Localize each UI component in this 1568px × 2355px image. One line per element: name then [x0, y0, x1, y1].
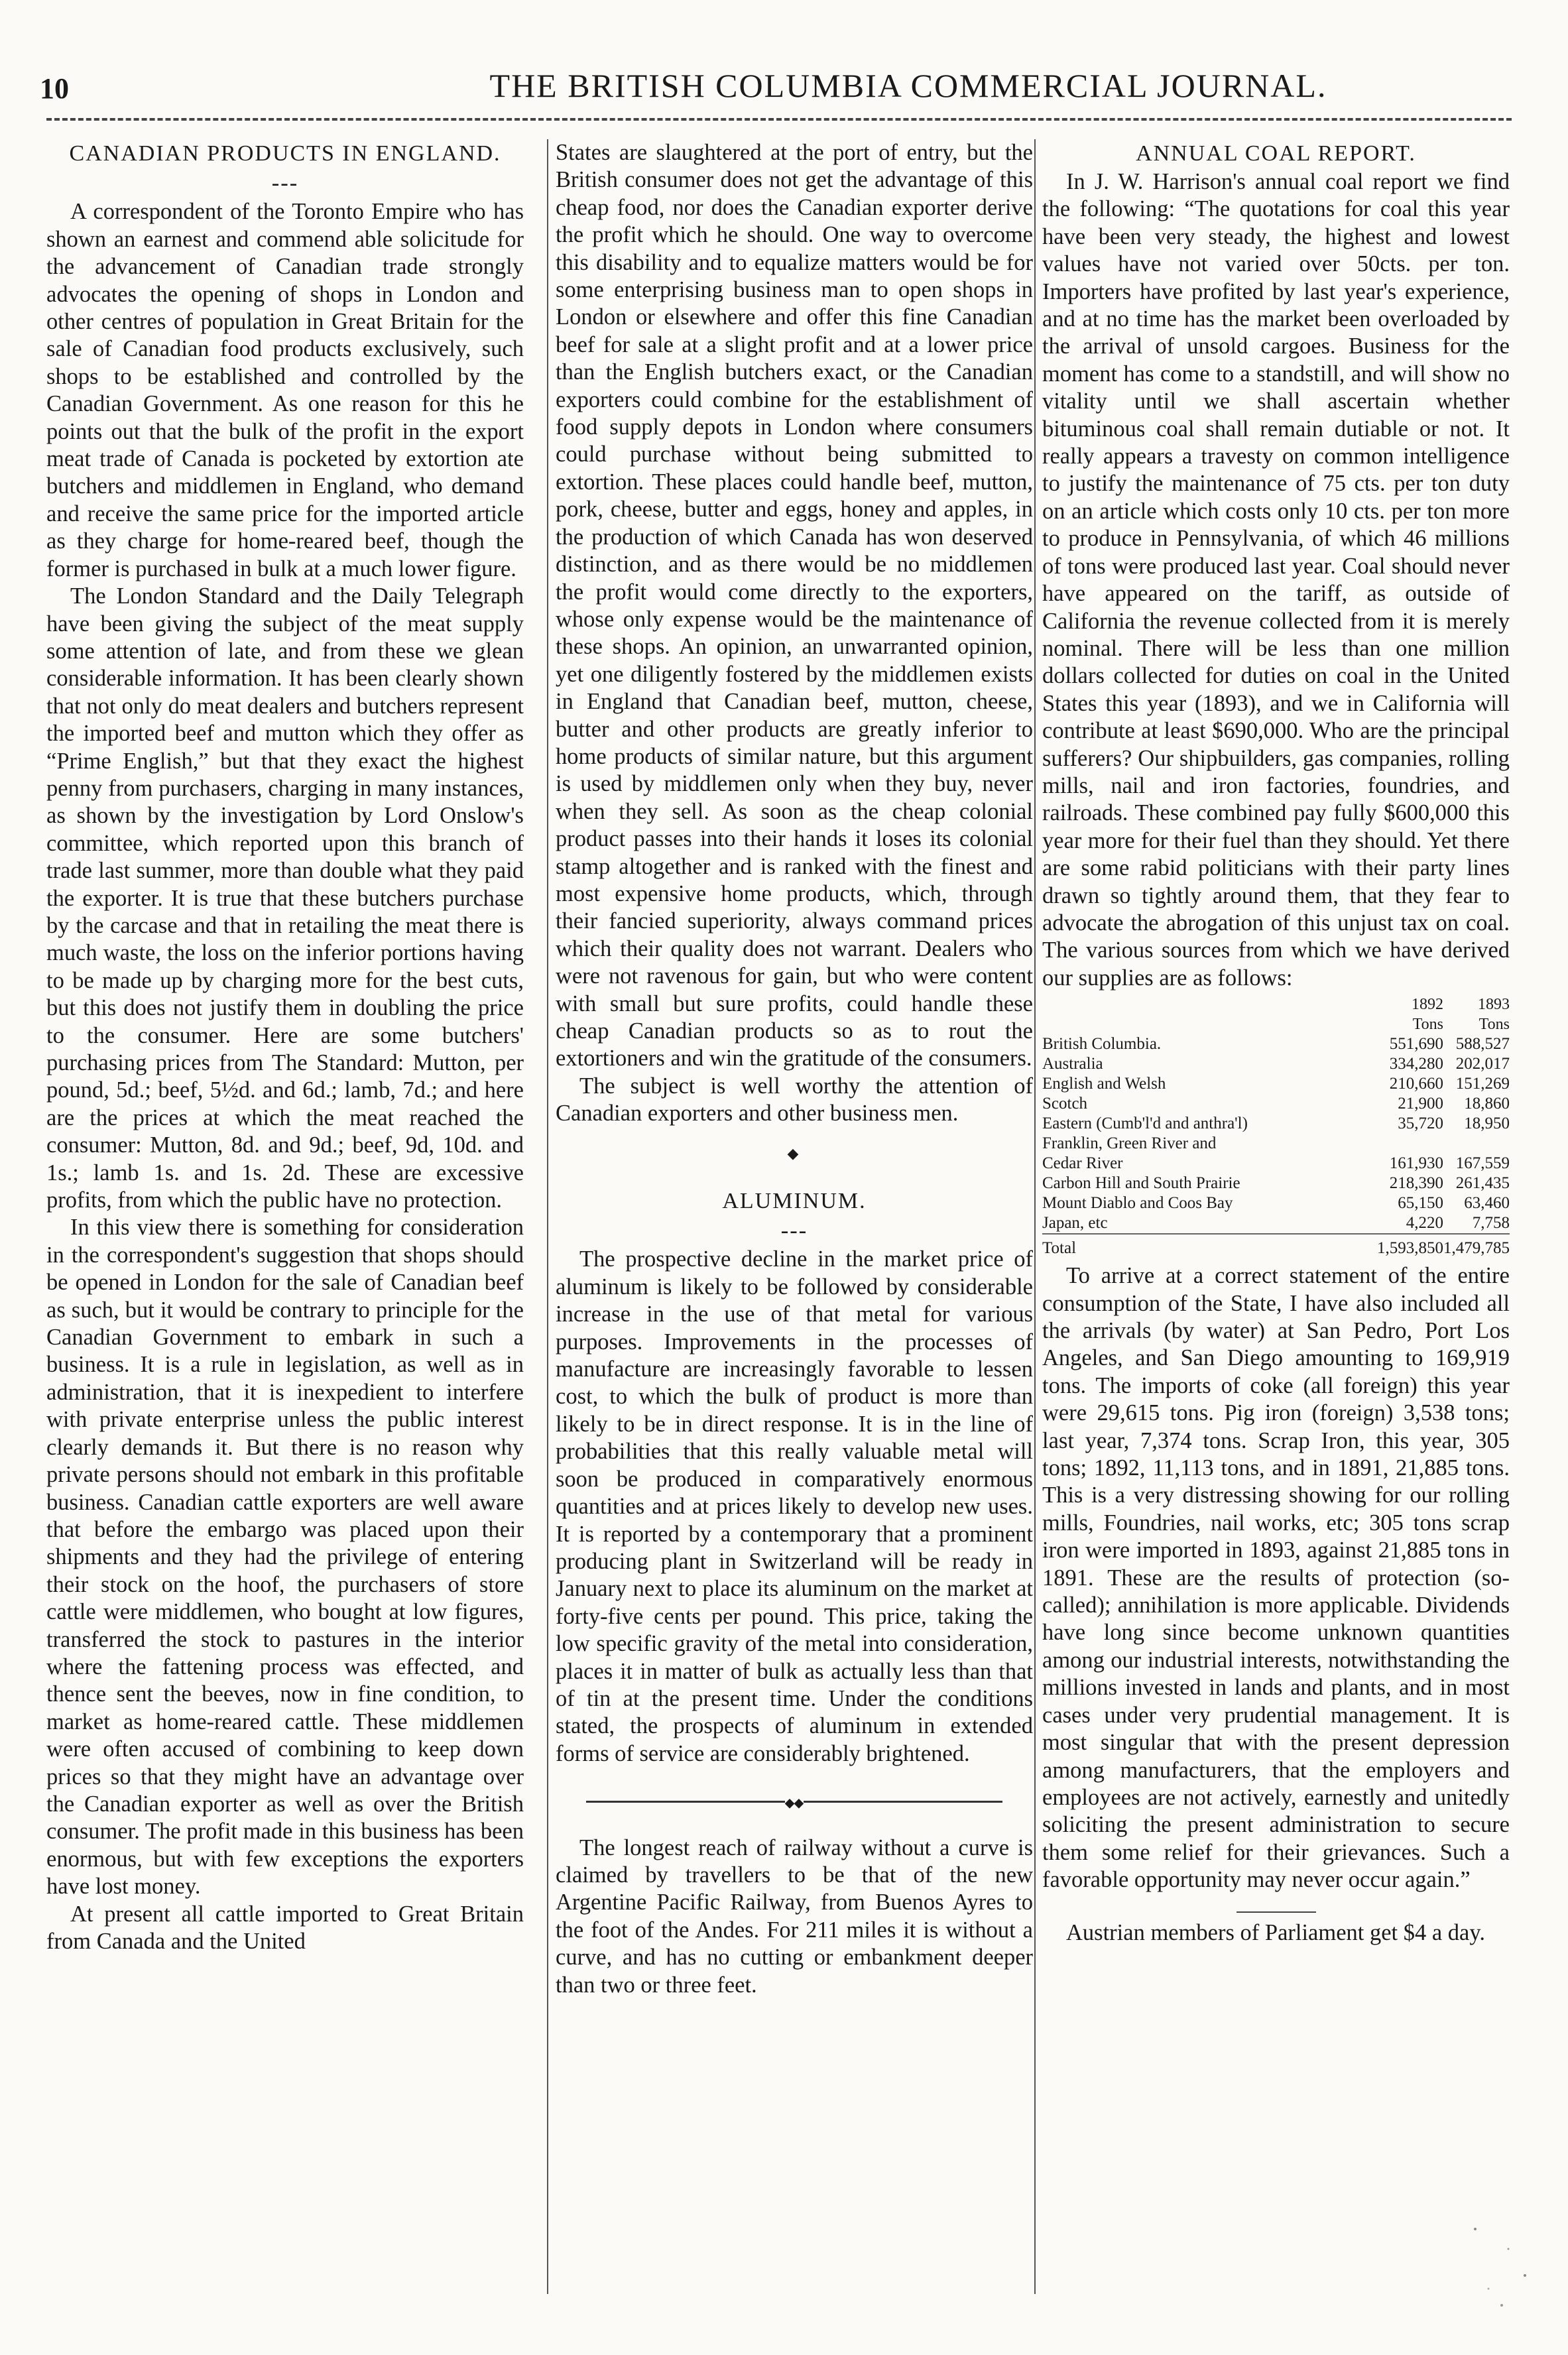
value-1892-cell: 161,930 [1389, 1154, 1443, 1173]
table-total-row [1042, 1234, 1510, 1258]
section-rule [1236, 1911, 1316, 1913]
value-1892-cell: 21,900 [1398, 1095, 1443, 1113]
heading-divider: --- [780, 1218, 808, 1244]
value-1893-cell: 7,758 [1472, 1214, 1510, 1233]
table-row [1042, 1154, 1510, 1174]
ornament-divider: ◆ [787, 1144, 802, 1162]
column-3 [1042, 139, 1510, 1947]
column-unit: Tons [1478, 1016, 1510, 1034]
value-1892-cell: 4,220 [1406, 1214, 1443, 1233]
value-1893-cell: 261,435 [1455, 1174, 1510, 1193]
article-paragraph: To arrive at a correct statement of the entire consumption of the State, I have also included all the arrivals (by water) at San Pedro, Port Los Angeles, and San Diego amounting to 169,919 tons. The imports of coke (all foreign) this year were 29,615 tons. Pig iron (foreign) 3,538 tons; last year, 7,374 tons. Scrap Iron, this year, 305 tons; 1892, 11,113 tons, and in 1891, 21,885 tons. This is a very distressing showing for our rolling mills, Foundries, nail works, etc; 305 tons scrap iron were imported in 1893, against 21,885 tons in 1891. These are the results of protection (so-called); annihilation is more applicable. Dividends have long since become unknown quantities among our industrial interests, notwithstanding the millions invested in lands and plants, and in most cases under very prudential management. It is most singular that with the present depression among manufacturers, that the employers and employees are not actively, earnestly and unitedly soliciting the present administration to secure them some relief for their grievances. Such a favorable opportunity may never occur again.” [1042, 1263, 1510, 1893]
source-cell: Cedar River [1042, 1154, 1123, 1173]
column-divider [1034, 139, 1036, 2294]
table-header-row [1042, 995, 1510, 1014]
source-cell: Japan, etc [1042, 1214, 1108, 1233]
table-row [1042, 1034, 1510, 1054]
column-divider [547, 139, 548, 2294]
value-1893-cell: 63,460 [1464, 1194, 1510, 1213]
article-paragraph: The subject is well worthy the attention of Canadian exporters and other business men. [556, 1073, 1033, 1126]
table-row [1042, 1114, 1510, 1134]
source-cell: British Columbia. [1042, 1035, 1162, 1054]
article-paragraph: At present all cattle imported to Great Britain from Canada and the United [46, 1901, 524, 1954]
table-row [1042, 1094, 1510, 1114]
value-1893-cell: 18,950 [1464, 1115, 1510, 1133]
article-paragraph: The London Standard and the Daily Telegraph have been giving the subject of the meat supply some attention of late, and from these we glean considerable information. It has been clearly shown that not only do meat dealers and butchers represent the imported beef and mutton which they offer as “Prime English,” but that they exact the highest penny from purchasers, charging in many instances, as shown by the investigation by Lord Onslow's committee, which reported upon this branch of trade last summer, more than double what they paid the exporter. It is true that these butchers purchase by the carcase and that in retailing the meat there is much waste, the loss on the inferior portions having to be made up by charging more for the best cuts, but this does not justify them in doubling the price to the consumer. Here are some butchers' purchasing prices from The Standard: Mutton, per pound, 5d.; beef, 5½d. and 6d.; lamb, 7d.; and here are the prices at which the meat reached the consumer: Mutton, 8d. and 9d.; beef, 9d, 10d. and 1s.; lamb 1s. and 1s. 2d. These are excessive profits, from which the public have no protection. [46, 583, 524, 1213]
total-value-1893: 1,479,785 [1443, 1234, 1510, 1258]
source-cell: Mount Diablo and Coos Bay [1042, 1194, 1233, 1213]
table-row [1042, 1174, 1510, 1193]
value-1893-cell: 202,017 [1455, 1055, 1510, 1073]
article-paragraph-railway: The longest reach of railway without a curve is claimed by travellers to be that of the new Argentine Pacific Railway, from Buenos Ayres to the foot of the Andes. For 211 miles it is without a curve, and has no cutting or embankment deeper than two or three feet. [556, 1835, 1033, 1998]
value-1893-cell: 151,269 [1455, 1075, 1510, 1093]
heading-divider: --- [271, 170, 299, 196]
source-cell: Carbon Hill and South Prairie [1042, 1174, 1240, 1193]
value-1893-cell: 588,527 [1455, 1035, 1510, 1054]
header-rule [46, 118, 1512, 121]
source-cell: English and Welsh [1042, 1075, 1166, 1093]
value-1893-cell: 18,860 [1464, 1095, 1510, 1113]
article-heading-aluminum: ALUMINUM. [722, 1189, 867, 1214]
table-row [1042, 1074, 1510, 1094]
column-1 [46, 139, 524, 1955]
value-1892-cell [1377, 1134, 1443, 1154]
value-1892-cell: 210,660 [1389, 1075, 1443, 1093]
print-specks [1462, 2209, 1541, 2315]
value-1892-cell: 334,280 [1389, 1055, 1443, 1073]
coal-sources-table [1042, 995, 1510, 1258]
article-paragraph: In this view there is something for consideration in the correspondent's suggestion that shops should be opened in London for the sale of Canadian beef as such, but it would be contrary to principle for the Canadian Government to embark in such a business. It is a rule in legislation, as well as in administration, that it is inexpedient to interfere with private enterprise unless the public interest clearly demands it. But there is no reason why private persons should not embark in this profitable business. Canadian cattle exporters are well aware that before the embargo was placed upon their shipments and they had the privilege of entering their stock on the hoof, the purchasers of store cattle were middlemen, who bought at low figures, transferred the stock to pastures in the interior where the fattening process was effected, and thence sent the beeves, now in fine condition, to market as home-reared cattle. These middlemen were often accused of combining to keep down prices so that they might have an advantage over the Canadian exporter as well as over the British consumer. The profit made in this business has been enormous, but with few exceptions the exporters have lost money. [46, 1215, 524, 1900]
page-number: 10 [40, 72, 69, 105]
journal-title: THE BRITISH COLUMBIA COMMERCIAL JOURNAL. [489, 67, 1327, 104]
table-row [1042, 1134, 1510, 1154]
value-1892-cell: 218,390 [1389, 1174, 1443, 1193]
total-label: Total [1042, 1234, 1377, 1258]
value-1892-cell: 65,150 [1398, 1194, 1443, 1213]
table-row [1042, 1213, 1510, 1234]
table-row [1042, 1193, 1510, 1213]
source-cell: Eastern (Cumb'l'd and anthra'l) [1042, 1115, 1248, 1133]
value-1892-cell: 35,720 [1398, 1115, 1443, 1133]
column-header-year: 1892 [1412, 996, 1443, 1014]
source-cell: Scotch [1042, 1095, 1088, 1113]
article-heading-canadian-products: CANADIAN PRODUCTS IN ENGLAND. [69, 141, 501, 166]
value-1892-cell: 551,690 [1389, 1035, 1443, 1054]
ornament-rule: ◆◆ [556, 1786, 1033, 1817]
article-paragraph: A correspondent of the Toronto Empire who has shown an earnest and commend able solicitude for the advancement of Canadian trade strongly advocates the opening of shops in London and other centres of population in Great Britain for the sale of Canadian food products exclusively, such shops to be established and controlled by the Canadian Government. As one reason for this he points out that the bulk of the profit in the export meat trade of Canada is pocketed by extortion ate butchers and middlemen in England, who demand and receive the same price for the imported article as they charge for home-reared beef, though the former is purchased in bulk at a much lower figure. [46, 199, 524, 581]
article-paragraph: States are slaughtered at the port of entry, but the British consumer does not get the advantage of this cheap food, nor does the Canadian exporter derive the profit which he should. One way to overcome this disability and to equalize matters would be for some enterprising business man to open shops in London or elsewhere and offer this fine Canadian beef for sale at a slight profit and at a lower price than the English butchers exact, or the Canadian exporters could combine for the establishment of food supply depots in London where consumers could purchase without being submitted to extortion. These places could handle beef, mutton, pork, cheese, butter and eggs, honey and apples, in the production of which Canada has won deserved distinction, and as there would be no middlemen the profit would come directly to the exporters, whose only expense would be the maintenance of these shops. An opinion, an unwarranted opinion, yet one diligently fostered by the middlemen exists in England that Canadian beef, mutton, cheese, butter and other products are greatly inferior to home products of similar nature, but this argument is used by middlemen only when they buy, never when they sell. As soon as the cheap colonial product passes into their hands it loses its colonial stamp altogether and is ranked with the finest and most expensive home products, which, through their fancied superiority, always command prices which their quality does not warrant. Dealers who were not ravenous for gain, but who were content with small but sure profits, could handle these cheap Canadian products so as to rout the extortioners and win the gratitude of the consumers. [556, 140, 1033, 1071]
source-cell: Australia [1042, 1055, 1103, 1073]
article-paragraph-austrian: Austrian members of Parliament get $4 a day. [1066, 1919, 1486, 1945]
table-units-row [1042, 1014, 1510, 1034]
column-header-year: 1893 [1478, 996, 1510, 1014]
article-paragraph: The prospective decline in the market price of aluminum is likely to be followed by considerable increase in the use of that metal for various purposes. Improvements in the processes of manufacture are increasingly favorable to lessen cost, to which the bulk of product is more than likely to be in direct response. It is in the line of probabilities that this really valuable metal will soon be produced in comparatively enormous quantities and at prices likely to develop new uses. It is reported by a contemporary that a prominent producing plant in Switzerland will be ready in January next to place its aluminum on the market at forty-five cents per pound. This price, taking the low specific gravity of the metal into consideration, places it in matter of bulk as actually less than that of tin at the present time. Under the conditions stated, the prospects of aluminum in extended forms of service are considerably brightened. [556, 1246, 1033, 1766]
value-1893-cell: 167,559 [1455, 1154, 1510, 1173]
column-2 [556, 139, 1033, 1999]
value-1893-cell [1443, 1134, 1510, 1154]
column-unit: Tons [1412, 1016, 1443, 1034]
article-paragraph: In J. W. Harrison's annual coal report we find the following: “The quotations for coal this year have been very steady, the highest and lowest values have not varied over 50cts. per ton. Importers have profited by last year's experience, and at no time has the market been overloaded by the arrival of unsold cargoes. Business for the moment has come to a standstill, and will show no vitality until we shall ascertain whether bituminous coal shall remain dutiable or not. It really appears a travesty on common intelligence to justify the maintenance of 75 cts. per ton duty on an article which costs only 10 cts. per ton more to produce in Pennsylvania, of which 46 millions of tons were produced last year. Coal should never have appeared on the tariff, as outside of California the revenue collected from it is merely nominal. There will be less than one million dollars collected for duties on coal in the United States this year (1893), and we in California will contribute at least $690,000. Who are the principal sufferers? Our shipbuilders, gas companies, rolling mills, nail and iron factories, foundries, and railroads. These combined pay fully $600,000 this year more for their fuel than they should. Yet there are some rabid politicians with their party lines drawn so tightly around them, that they fear to advocate the abrogation of this unjust tax on coal. The various sources from which we have derived our supplies are as follows: [1042, 169, 1510, 991]
total-value-1892: 1,593,850 [1377, 1234, 1443, 1258]
article-heading-coal-report: ANNUAL COAL REPORT. [1136, 141, 1416, 166]
source-cell: Franklin, Green River and [1042, 1134, 1217, 1153]
table-row [1042, 1054, 1510, 1074]
